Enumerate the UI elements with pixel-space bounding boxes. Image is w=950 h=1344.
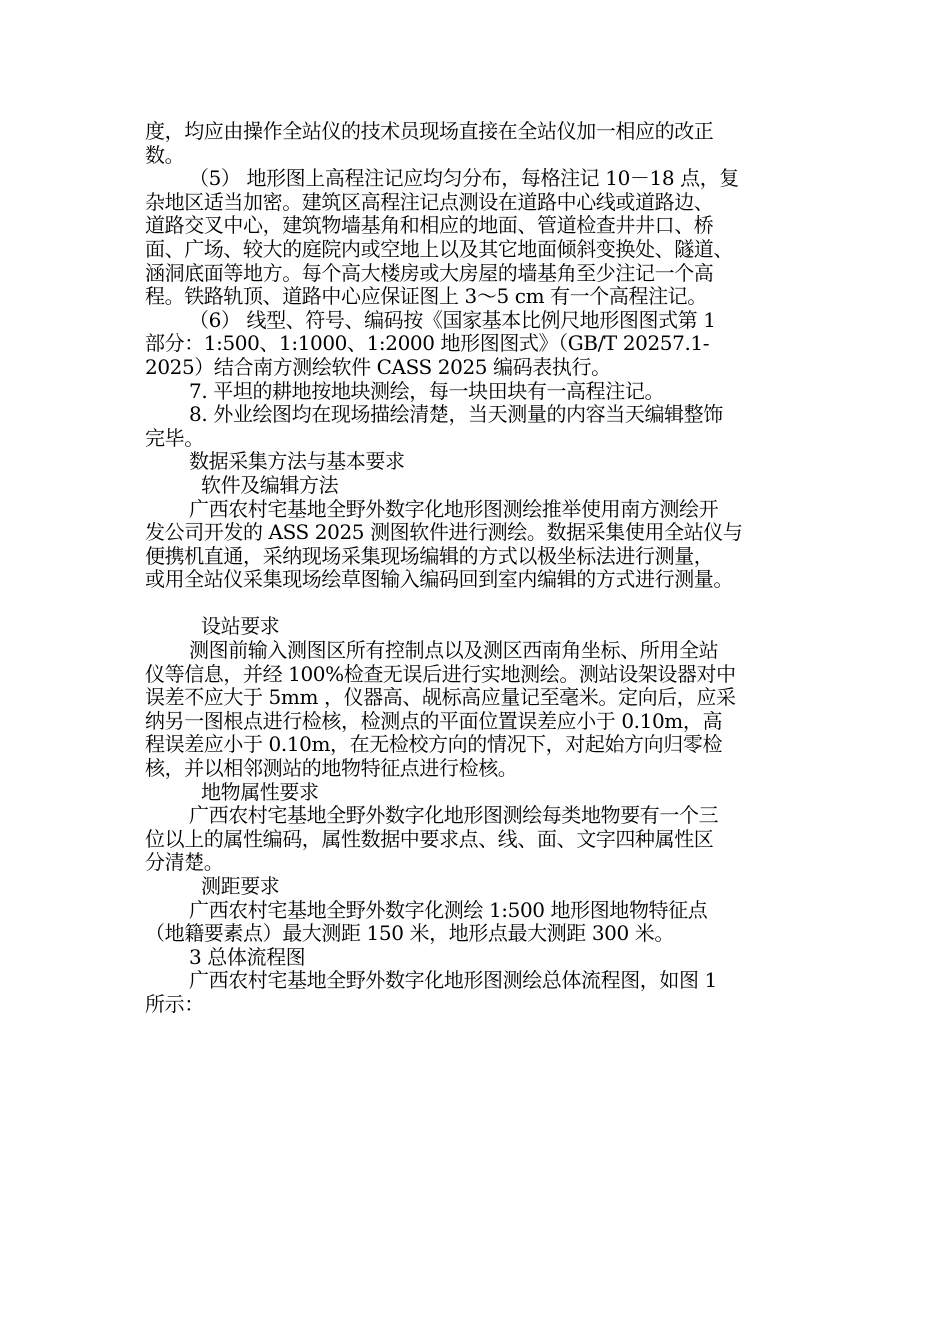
text-line: 道路交叉中心，建筑物墙基角和相应的地面、管道检查井井口、桥 bbox=[145, 213, 714, 238]
document-page bbox=[145, 120, 810, 1017]
text-line: 面、广场、较大的庭院内或空地上以及其它地面倾斜变换处、隧道、 bbox=[145, 236, 733, 261]
text-line: 2025）结合南方测绘软件 CASS 2025 编码表执行。 bbox=[145, 354, 611, 379]
text-line: （地籍要素点）最大测距 150 米，地形点最大测距 300 米。 bbox=[145, 921, 674, 946]
text-line: 测图前输入测图区所有控制点以及测区西南角坐标、所用全站 bbox=[189, 638, 719, 663]
text-line: 程误差应小于 0.10m，在无检校方向的情况下，对起始方向归零检 bbox=[145, 732, 723, 757]
text-line: （6） 线型、符号、编码按《国家基本比例尺地形图图式第 1 bbox=[189, 307, 716, 332]
text-line: 8. 外业绘图均在现场描绘清楚，当天测量的内容当天编辑整饰 bbox=[189, 402, 723, 427]
text-line: 杂地区适当加密。建筑区高程注记点测设在道路中心线或道路边、 bbox=[145, 189, 714, 214]
text-line: 便携机直通，采纳现场采集现场编辑的方式以极坐标法进行测量， bbox=[145, 543, 714, 568]
text-line: 核，并以相邻测站的地物特征点进行检核。 bbox=[145, 756, 518, 781]
text-line: 纳另一图根点进行检核，检测点的平面位置误差应小于 0.10m，高 bbox=[145, 708, 723, 733]
text-line: 完毕。 bbox=[145, 425, 204, 450]
text-line: 程。铁路轨顶、道路中心应保证图上 3～5 cm 有一个高程注记。 bbox=[145, 284, 707, 309]
text-line: 仪等信息，并经 100%检查无误后进行实地测绘。测站设架设器对中 bbox=[145, 661, 736, 686]
text-line: 发公司开发的 ASS 2025 测图软件进行测绘。数据采集使用全站仪与 bbox=[145, 520, 743, 545]
text-line: 广西农村宅基地全野外数字化地形图测绘每类地物要有一个三 bbox=[189, 803, 719, 828]
subsection-heading: 设站要求 bbox=[201, 614, 280, 639]
text-line: 度，均应由操作全站仪的技术员现场直接在全站仪加一相应的改正 bbox=[145, 119, 714, 143]
text-line: 误差不应大于 5mm ，仪器高、觇标高应量记至毫米。定向后，应采 bbox=[145, 685, 736, 710]
text-line: 广西农村宅基地全野外数字化测绘 1:500 地形图地物特征点 bbox=[189, 897, 708, 922]
subsection-heading: 软件及编辑方法 bbox=[201, 472, 339, 497]
text-line: 或用全站仪采集现场绘草图输入编码回到室内编辑的方式进行测量。 bbox=[145, 567, 733, 592]
text-line: 广西农村宅基地全野外数字化地形图测绘总体流程图，如图 1 bbox=[189, 968, 717, 993]
section-heading: 3 总体流程图 bbox=[189, 944, 306, 969]
text-line: 分清楚。 bbox=[145, 850, 224, 875]
subsection-heading: 地物属性要求 bbox=[201, 779, 319, 804]
section-heading: 数据采集方法与基本要求 bbox=[189, 449, 405, 474]
text-line: 广西农村宅基地全野外数字化地形图测绘推举使用南方测绘开 bbox=[189, 496, 719, 521]
text-line: 涵洞底面等地方。每个高大楼房或大房屋的墙基角至少注记一个高 bbox=[145, 260, 714, 285]
text-line: 位以上的属性编码，属性数据中要求点、线、面、文字四种属性区 bbox=[145, 826, 714, 851]
blank-line bbox=[145, 592, 810, 616]
text-line: 数。 bbox=[145, 142, 185, 167]
subsection-heading: 测距要求 bbox=[201, 874, 280, 898]
text-line: （5） 地形图上高程注记应均匀分布，每格注记 10－18 点，复 bbox=[189, 166, 739, 191]
text-line: 所示： bbox=[145, 991, 204, 1016]
text-line: 部分：1:500、1:1000、1:2000 地形图图式》（GB/T 20257.1- bbox=[145, 331, 710, 356]
text-line: 7. 平坦的耕地按地块测绘，每一块田块有一高程注记。 bbox=[189, 378, 665, 403]
